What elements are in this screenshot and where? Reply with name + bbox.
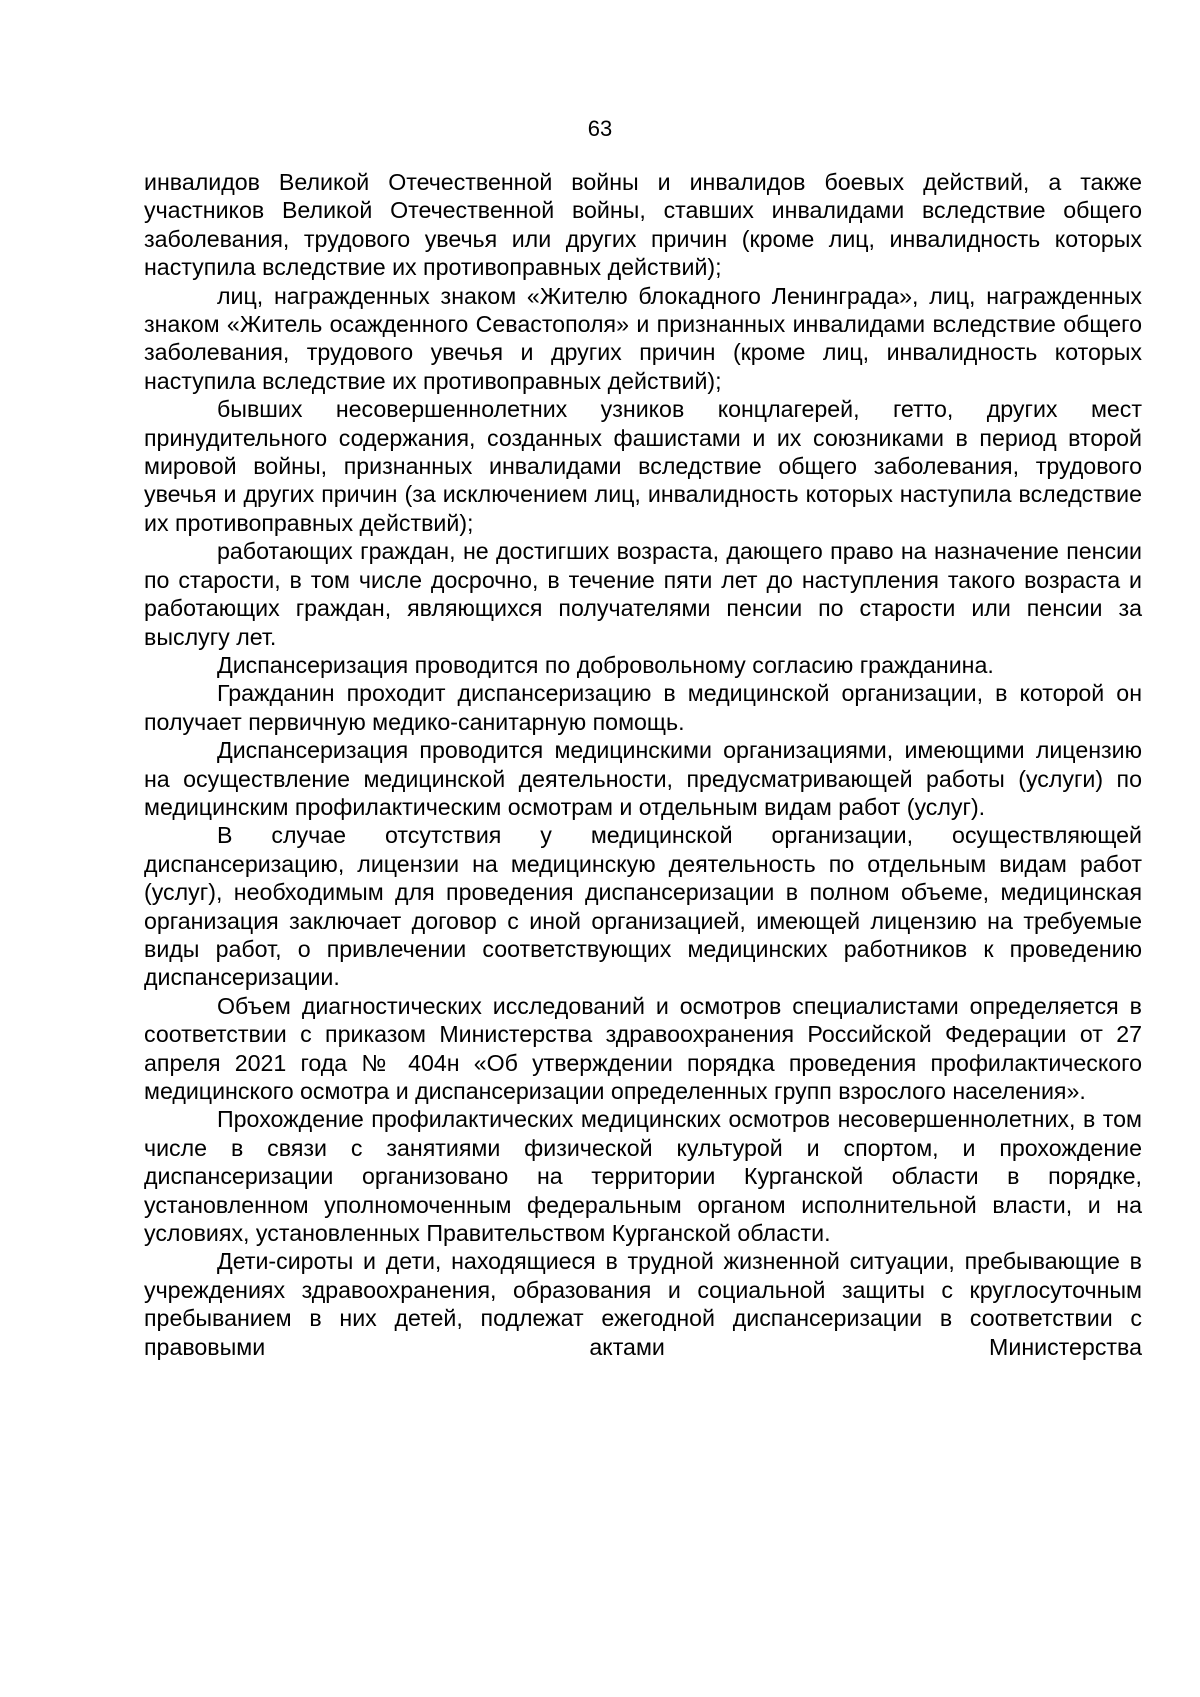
paragraph-licensed-orgs: Диспансеризация проводится медицинскими организациями, имеющими лицензию на осуществление медицинской деятельности, предусматривающей работы (услуги) по медицинским профилактическим осмотрам и отдельным видам работ (услуг).: [144, 737, 1142, 820]
paragraph-voluntary-consent: Диспансеризация проводится по добровольному согласию гражданина.: [217, 651, 994, 678]
paragraph-leningrad-sevastopol: лиц, награжденных знаком «Жителю блокадного Ленинграда», лиц, награжденных знаком «Житель осажденного Севастополя» и признанных инвалидами вследствие общего заболевания, трудового увечья и других причин (кроме лиц, инвалидность которых наступила вследствие их противоправных действий);: [144, 282, 1142, 394]
paragraph-invalids-wwii: инвалидов Великой Отечественной войны и инвалидов боевых действий, а также участников Великой Отечественной войны, ставших инвалидами вследствие общего заболевания, трудового увечья или других причин (кроме лиц, инвалидность которых наступила вследствие их противоправных действий);: [144, 169, 1142, 281]
paragraph-orphans: Дети-сироты и дети, находящиеся в трудной жизненной ситуации, пребывающие в учреждениях здравоохранения, образования и социальной защиты с круглосуточным пребыванием в них детей, подлежат ежегодной диспансеризации в соответствии с правовыми актами Министерства: [144, 1248, 1142, 1360]
page-number: 63: [587, 116, 613, 141]
paragraph-primary-care-org: Гражданин проходит диспансеризацию в медицинской организации, в которой он получает первичную медико-санитарную помощь.: [144, 680, 1142, 735]
paragraph-scope-order-404n: Объем диагностических исследований и осмотров специалистами определяется в соответствии с приказом Министерства здравоохранения Российской Федерации от 27 апреля 2021 года № 404н «Об утверждении порядка проведения профилактического медицинского осмотра и диспансеризации определенных групп взрослого населения».: [144, 992, 1142, 1104]
document-body: [144, 168, 1142, 1361]
paragraph-missing-license: В случае отсутствия у медицинской организации, осуществляющей диспансеризацию, лицензии на медицинскую деятельность по отдельным видам работ (услуг), необходимым для проведения диспансеризации в полном объеме, медицинская организация заключает договор с иной организацией, имеющей лицензию на требуемые виды работ, о привлечении соответствующих медицинских работников к проведению диспансеризации.: [144, 822, 1142, 991]
paragraph-concentration-camps: бывших несовершеннолетних узников концлагерей, гетто, других мест принудительного содержания, созданных фашистами и их союзниками в период второй мировой войны, признанных инвалидами вследствие общего заболевания, трудового увечья и других причин (за исключением лиц, инвалидность которых наступила вследствие их противоправных действий);: [144, 396, 1142, 536]
paragraph-minors-exams: Прохождение профилактических медицинских осмотров несовершеннолетних, в том числе в связи с занятиями физической культурой и спортом, и прохождение диспансеризации организовано на территории Курганской области в порядке, установленном уполномоченным федеральным органом исполнительной власти, и на условиях, установленных Правительством Курганской области.: [144, 1106, 1142, 1247]
paragraph-working-citizens: работающих граждан, не достигших возраста, дающего право на назначение пенсии по старости, в том числе досрочно, в течение пяти лет до наступления такого возраста и работающих граждан, являющихся получателями пенсии по старости или пенсии за выслугу лет.: [144, 538, 1142, 650]
